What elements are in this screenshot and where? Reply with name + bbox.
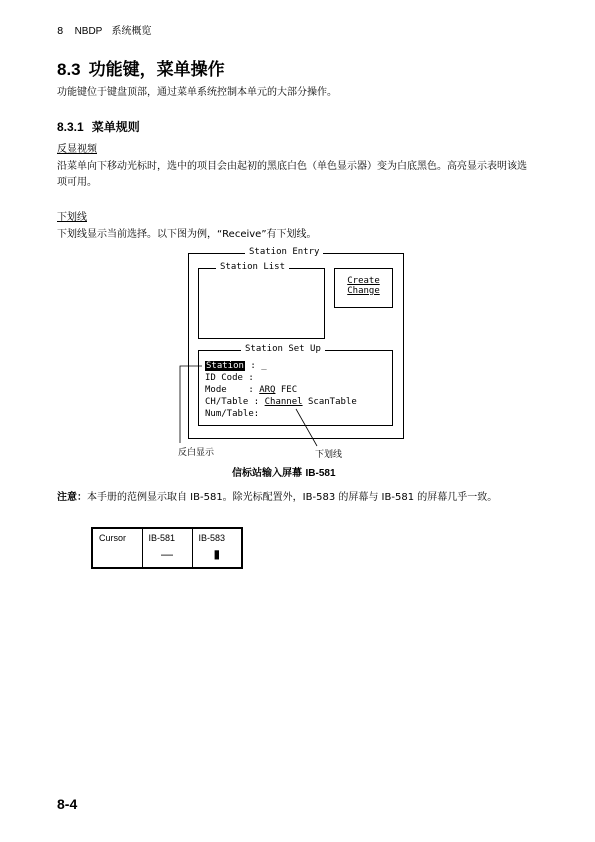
reverse-video-paragraph: 沿菜单向下移动光标时，选中的项目会由起初的黑底白色（单色显示器）变为白底黑色。高亮显示表明该选项可用。 <box>57 161 527 188</box>
field-label-ch-table: CH/Table <box>205 397 249 407</box>
ch-table-other-option[interactable]: ScanTable <box>302 397 357 407</box>
ib583-cell: IB-583 ▮ <box>192 528 242 568</box>
mode-selected-option[interactable]: ARQ <box>259 385 276 395</box>
note-label: 注意： <box>57 492 87 503</box>
underline-heading: 下划线 <box>57 212 87 223</box>
caption-text: 信标站输入屏幕 <box>232 468 302 479</box>
field-label-id-code: ID Code <box>205 373 243 383</box>
section-number: 8.3 <box>57 60 81 79</box>
station-entry-title: Station Entry <box>245 247 323 257</box>
subsection-number: 8.3.1 <box>57 120 84 134</box>
field-label-num-table: Num/Table: <box>205 409 260 419</box>
underline-paragraph: 下划线显示当前选择。以下图为例，“Receive”有下划线。 <box>57 229 317 240</box>
chapter-number: 8 <box>57 26 64 37</box>
mode-other-option[interactable]: FEC <box>275 385 298 395</box>
field-label-mode: Mode <box>205 385 227 395</box>
ib581-cell: IB-581 — <box>142 528 192 568</box>
product-name: NBDP <box>74 26 103 37</box>
reverse-callout-line <box>180 366 202 443</box>
reverse-video-heading: 反显视频 <box>57 144 97 155</box>
table-row <box>92 528 242 568</box>
ch-table-selected-option[interactable]: Channel <box>264 397 303 407</box>
field-row-ch-table[interactable]: CH/Table : Channel ScanTable <box>205 397 357 407</box>
figure-caption <box>232 464 336 479</box>
underline-callout-label: 下划线 <box>315 450 343 460</box>
cursor-header-cell: Cursor <box>92 528 142 568</box>
section-heading: 功能键，菜单操作 <box>88 60 225 80</box>
underline-cursor-icon: — <box>161 547 173 561</box>
block-cursor-icon: ▮ <box>213 547 221 561</box>
field-row-mode[interactable]: Mode : ARQ FEC <box>205 385 298 395</box>
field-label-station: Station <box>206 361 244 371</box>
page-number: 8-4 <box>57 796 78 812</box>
note <box>57 490 527 506</box>
underline-callout-line <box>296 409 317 446</box>
reverse-callout-label: 反白显示 <box>178 448 215 458</box>
field-row-station[interactable]: Station : _ <box>206 361 267 371</box>
create-button[interactable]: Create <box>347 276 380 286</box>
change-button[interactable]: Change <box>347 286 380 296</box>
station-list-title: Station List <box>216 262 289 272</box>
cursor-table <box>91 527 243 569</box>
chapter-title: 系统概览 <box>111 26 152 37</box>
station-setup-title: Station Set Up <box>241 344 325 354</box>
note-text: 本手册的范例显示取自 IB-581。除光标配置外，IB-583 的屏幕与 IB-581 的屏幕几乎一致。 <box>87 492 498 503</box>
field-row-id-code[interactable]: ID Code : <box>205 373 260 383</box>
cursor-indicator: _ <box>261 361 267 371</box>
subsection-heading: 菜单规则 <box>91 120 140 134</box>
intro-paragraph: 功能键位于键盘顶部，通过菜单系统控制本单元的大部分操作。 <box>57 87 337 98</box>
caption-model: IB-581 <box>305 468 336 479</box>
